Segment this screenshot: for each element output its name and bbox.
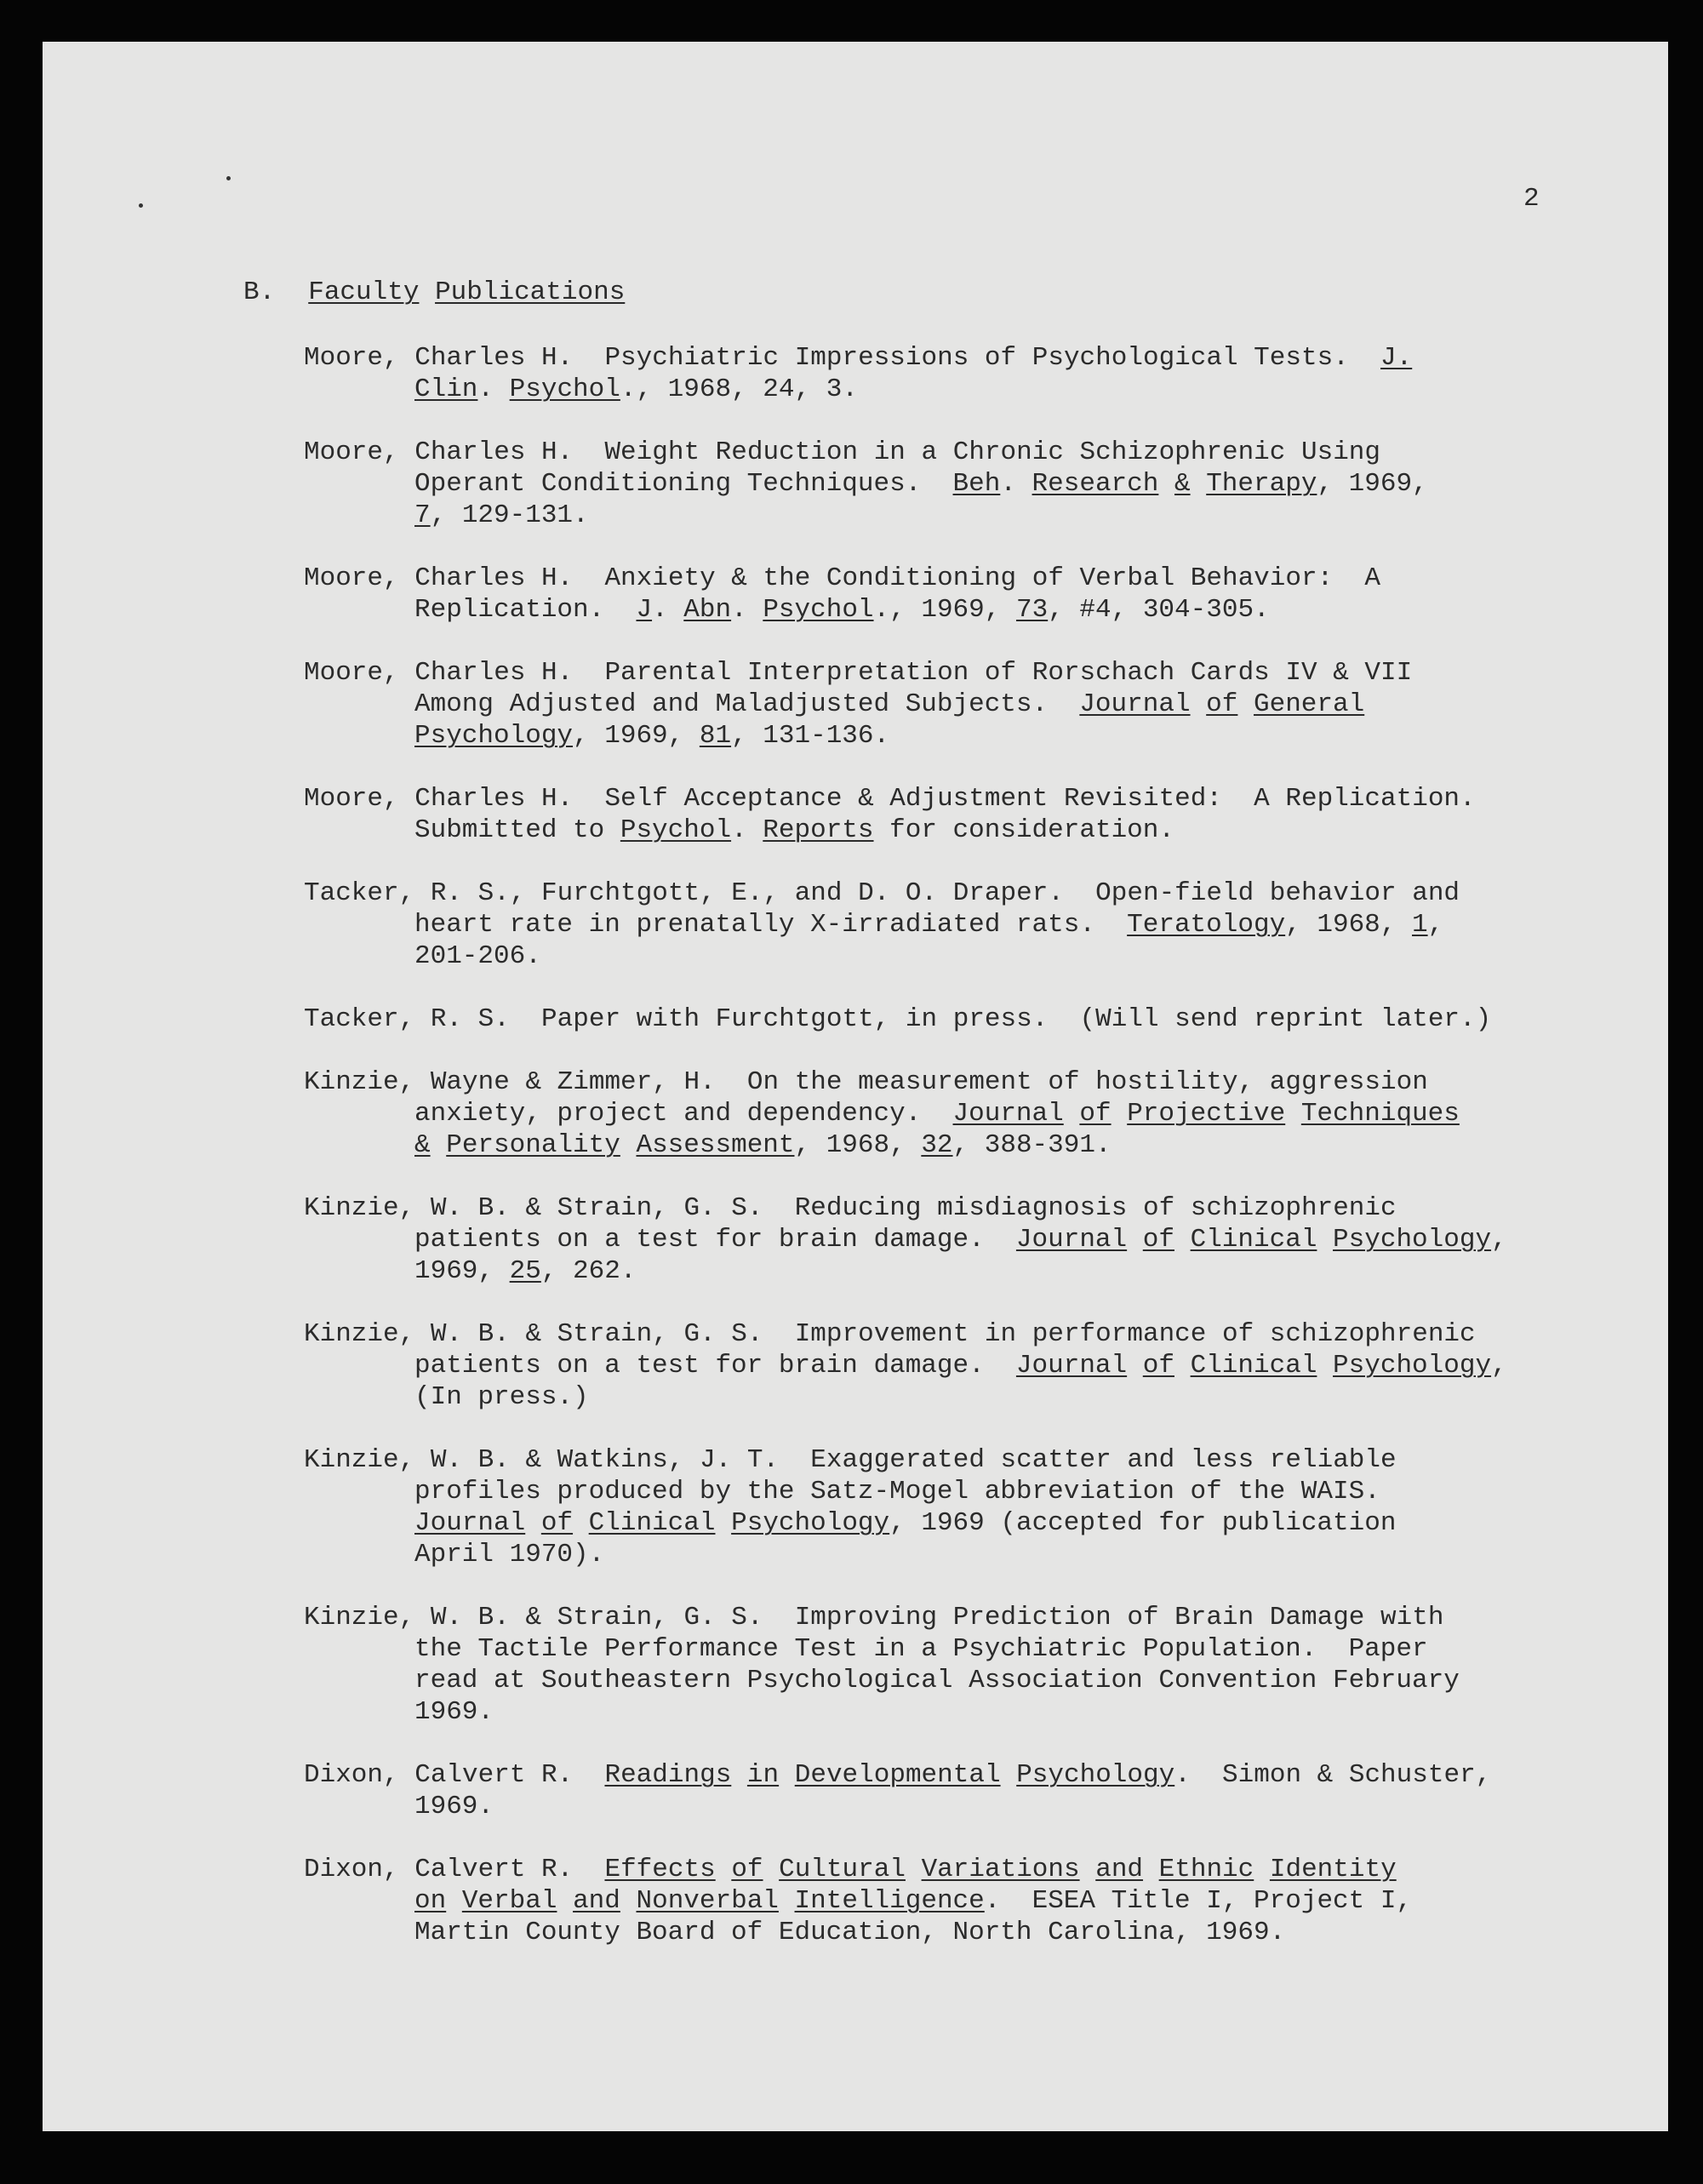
underlined-citation-text: 32 bbox=[921, 1130, 953, 1160]
citation-text: Kinzie, W. B. & Strain, G. S. Improvement in performance of schizophrenic bbox=[304, 1319, 1476, 1349]
citation-text: . bbox=[652, 595, 684, 625]
underlined-citation-text: & bbox=[1174, 469, 1191, 499]
citation-text: , 129-131. bbox=[430, 500, 589, 530]
underlined-citation-text: Psychology bbox=[731, 1508, 890, 1538]
citation-text: , 131-136. bbox=[731, 721, 890, 751]
entry-line bbox=[304, 1602, 1632, 1633]
underlined-citation-text: 73 bbox=[1015, 595, 1049, 625]
underlined-citation-text: Reports bbox=[763, 815, 874, 845]
underlined-citation-text: Clinical bbox=[1190, 1351, 1317, 1381]
citation-text: , bbox=[1491, 1225, 1507, 1255]
citation-text: , #4, 304-305. bbox=[1048, 595, 1270, 625]
citation-text bbox=[1174, 1351, 1191, 1381]
entry-line bbox=[304, 1885, 1632, 1917]
underlined-citation-text: and bbox=[1095, 1855, 1144, 1884]
underlined-citation-text: Identity bbox=[1269, 1855, 1397, 1884]
citation-text: Tacker, R. S. Paper with Furchtgott, in press. (Will send reprint later.) bbox=[304, 1004, 1492, 1034]
entry-line bbox=[304, 1003, 1632, 1035]
entry-line bbox=[304, 1917, 1632, 1948]
publication-entry bbox=[304, 783, 1632, 846]
underlined-citation-text: of bbox=[1206, 689, 1238, 719]
underlined-citation-text: Techniques bbox=[1300, 1099, 1460, 1129]
underlined-citation-text: of bbox=[540, 1508, 574, 1538]
publication-entry bbox=[304, 1318, 1632, 1413]
citation-text: heart rate in prenatally X-irradiated rats. bbox=[414, 910, 1128, 940]
citation-text: Kinzie, Wayne & Zimmer, H. On the measurement of hostility, aggression bbox=[304, 1067, 1428, 1097]
citation-text: Moore, Charles H. Weight Reduction in a Chronic Schizophrenic Using bbox=[304, 437, 1381, 467]
citation-text bbox=[1064, 1099, 1080, 1129]
underlined-citation-text: Variations bbox=[921, 1855, 1080, 1884]
entry-line bbox=[304, 1129, 1632, 1161]
underlined-citation-text: Cultural bbox=[779, 1855, 906, 1884]
underlined-citation-text: Projective bbox=[1127, 1099, 1286, 1129]
entry-line bbox=[304, 1318, 1632, 1350]
underlined-citation-text: 81 bbox=[699, 721, 732, 751]
citation-text bbox=[1143, 1855, 1159, 1884]
underlined-citation-text: Clin bbox=[414, 374, 478, 404]
underlined-citation-text: Research bbox=[1032, 469, 1159, 499]
publication-entry bbox=[304, 1854, 1632, 1948]
section-title-word: Faculty bbox=[308, 277, 420, 307]
citation-text bbox=[763, 1855, 780, 1884]
underlined-citation-text: Psychol bbox=[763, 595, 874, 625]
underlined-citation-text: Personality bbox=[446, 1130, 620, 1160]
citation-text bbox=[1001, 1760, 1017, 1790]
citation-text: , 388-391. bbox=[952, 1130, 1112, 1160]
underlined-citation-text: J bbox=[636, 595, 653, 625]
citation-text: patients on a test for brain damage. bbox=[414, 1351, 1016, 1381]
underlined-citation-text: Intelligence bbox=[794, 1886, 985, 1916]
publication-list bbox=[304, 342, 1632, 1980]
citation-text: . bbox=[477, 374, 510, 404]
entry-line bbox=[304, 657, 1632, 689]
entry-line bbox=[304, 1255, 1632, 1287]
citation-text: Among Adjusted and Maladjusted Subjects. bbox=[414, 689, 1080, 719]
underlined-citation-text: Effects bbox=[604, 1855, 716, 1884]
citation-text bbox=[1127, 1225, 1143, 1255]
citation-text bbox=[1285, 1099, 1301, 1129]
citation-text: , 1969, bbox=[1317, 469, 1428, 499]
citation-text bbox=[1317, 1225, 1333, 1255]
citation-text: April 1970). bbox=[414, 1540, 605, 1569]
entry-line bbox=[304, 1633, 1632, 1665]
citation-text: ., 1968, 24, 3. bbox=[620, 374, 858, 404]
citation-text: , bbox=[1491, 1351, 1507, 1381]
citation-text: . bbox=[731, 595, 763, 625]
citation-text: , 1969, bbox=[573, 721, 700, 751]
entry-line bbox=[304, 720, 1632, 752]
citation-text: Tacker, R. S., Furchtgott, E., and D. O. Draper. Open-field behavior and bbox=[304, 878, 1460, 908]
citation-text bbox=[731, 1760, 747, 1790]
underlined-citation-text: Psychology bbox=[1016, 1760, 1175, 1790]
entry-line bbox=[304, 500, 1632, 531]
citation-text: ., 1969, bbox=[873, 595, 1016, 625]
citation-text bbox=[779, 1760, 795, 1790]
publication-entry bbox=[304, 342, 1632, 405]
underlined-citation-text: Abn bbox=[683, 595, 732, 625]
underlined-citation-text: Developmental bbox=[794, 1760, 1001, 1790]
entry-line bbox=[304, 940, 1632, 972]
entry-line bbox=[304, 878, 1632, 909]
citation-text bbox=[1112, 1099, 1128, 1129]
citation-text: (In press.) bbox=[414, 1382, 589, 1412]
publication-entry bbox=[304, 1066, 1632, 1161]
underlined-citation-text: & bbox=[414, 1130, 431, 1160]
citation-text: , 1968, bbox=[794, 1130, 922, 1160]
underlined-citation-text: General bbox=[1254, 689, 1365, 719]
publication-entry bbox=[304, 1003, 1632, 1035]
citation-text: , 262. bbox=[540, 1256, 637, 1286]
citation-text: 1969, bbox=[414, 1256, 510, 1286]
underlined-citation-text: Verbal bbox=[461, 1886, 557, 1916]
section-label: B. bbox=[243, 277, 276, 307]
citation-text: for consideration. bbox=[873, 815, 1174, 845]
entry-line bbox=[304, 1507, 1632, 1539]
entry-line bbox=[304, 783, 1632, 815]
underlined-citation-text: J. bbox=[1380, 343, 1413, 373]
speck-mark bbox=[226, 176, 231, 180]
underlined-citation-text: and bbox=[573, 1886, 620, 1916]
citation-text: , bbox=[1427, 910, 1444, 940]
underlined-citation-text: 25 bbox=[509, 1256, 541, 1286]
citation-text bbox=[1317, 1351, 1333, 1381]
underlined-citation-text: Teratology bbox=[1127, 910, 1286, 940]
citation-text: 1969. bbox=[414, 1792, 494, 1821]
entry-line bbox=[304, 1539, 1632, 1570]
underlined-citation-text: Psychology bbox=[414, 721, 574, 751]
underlined-citation-text: Readings bbox=[604, 1760, 732, 1790]
underlined-citation-text: Beh bbox=[952, 469, 1001, 499]
entry-line bbox=[304, 1854, 1632, 1885]
citation-text bbox=[906, 1855, 922, 1884]
citation-text: . ESEA Title I, Project I, bbox=[984, 1886, 1413, 1916]
entry-line bbox=[304, 909, 1632, 940]
publication-entry bbox=[304, 1602, 1632, 1728]
publication-entry bbox=[304, 1759, 1632, 1822]
citation-text bbox=[716, 1855, 732, 1884]
entry-line bbox=[304, 468, 1632, 500]
underlined-citation-text: of bbox=[1142, 1225, 1174, 1255]
citation-text: read at Southeastern Psychological Association Convention February bbox=[414, 1666, 1460, 1695]
entry-line bbox=[304, 1066, 1632, 1098]
citation-text: 201-206. bbox=[414, 941, 541, 971]
citation-text: Dixon, Calvert R. bbox=[304, 1855, 605, 1884]
underlined-citation-text: of bbox=[1079, 1099, 1112, 1129]
speck-mark bbox=[139, 203, 143, 208]
entry-line bbox=[304, 1381, 1632, 1413]
underlined-citation-text: Journal bbox=[952, 1099, 1064, 1129]
underlined-citation-text: in bbox=[746, 1760, 780, 1790]
underlined-citation-text: 7 bbox=[414, 500, 431, 530]
citation-text: Replication. bbox=[414, 595, 637, 625]
publication-entry bbox=[304, 563, 1632, 626]
entry-line bbox=[304, 1791, 1632, 1822]
underlined-citation-text: Psychology bbox=[1333, 1351, 1492, 1381]
underlined-citation-text: Nonverbal bbox=[636, 1886, 779, 1916]
citation-text: Moore, Charles H. Parental Interpretation of Rorschach Cards IV & VII bbox=[304, 658, 1413, 688]
citation-text: Moore, Charles H. Psychiatric Impressions of Psychological Tests. bbox=[304, 343, 1381, 373]
citation-text bbox=[557, 1886, 573, 1916]
underlined-citation-text: Clinical bbox=[588, 1508, 716, 1538]
citation-text bbox=[525, 1508, 541, 1538]
citation-text bbox=[1254, 1855, 1270, 1884]
publication-entry bbox=[304, 878, 1632, 972]
entry-line bbox=[304, 1224, 1632, 1255]
page-number: 2 bbox=[1523, 184, 1540, 214]
entry-line bbox=[304, 374, 1632, 405]
citation-text bbox=[1191, 469, 1207, 499]
citation-text bbox=[1191, 689, 1207, 719]
underlined-citation-text: Journal bbox=[1079, 689, 1191, 719]
underlined-citation-text: 1 bbox=[1412, 910, 1428, 940]
entry-line bbox=[304, 1444, 1632, 1476]
underlined-citation-text: Psychol bbox=[509, 374, 620, 404]
citation-text: 1969. bbox=[414, 1697, 494, 1727]
publication-entry bbox=[304, 1192, 1632, 1287]
underlined-citation-text: Assessment bbox=[636, 1130, 795, 1160]
citation-text: patients on a test for brain damage. bbox=[414, 1225, 1016, 1255]
entry-line bbox=[304, 594, 1632, 626]
citation-text: Operant Conditioning Techniques. bbox=[414, 469, 953, 499]
citation-text bbox=[573, 1508, 589, 1538]
entry-line bbox=[304, 1098, 1632, 1129]
entry-line bbox=[304, 342, 1632, 374]
entry-line bbox=[304, 1759, 1632, 1791]
citation-text bbox=[1237, 689, 1254, 719]
underlined-citation-text: Clinical bbox=[1190, 1225, 1317, 1255]
entry-line bbox=[304, 689, 1632, 720]
citation-text: Moore, Charles H. Anxiety & the Conditioning of Verbal Behavior: A bbox=[304, 563, 1381, 593]
underlined-citation-text: of bbox=[1142, 1351, 1174, 1381]
citation-text: . bbox=[731, 815, 763, 845]
entry-line bbox=[304, 1696, 1632, 1728]
citation-text: Martin County Board of Education, North Carolina, 1969. bbox=[414, 1918, 1286, 1947]
section-heading bbox=[243, 277, 625, 308]
underlined-citation-text: Ethnic bbox=[1158, 1855, 1254, 1884]
citation-text: Submitted to bbox=[414, 815, 620, 845]
publication-entry bbox=[304, 657, 1632, 752]
underlined-citation-text: on bbox=[414, 1886, 447, 1916]
underlined-citation-text: Journal bbox=[1015, 1351, 1128, 1381]
entry-line bbox=[304, 1476, 1632, 1507]
underlined-citation-text: Psychol bbox=[620, 815, 732, 845]
entry-line bbox=[304, 815, 1632, 846]
citation-text: the Tactile Performance Test in a Psychiatric Population. Paper bbox=[414, 1634, 1428, 1664]
citation-text: anxiety, project and dependency. bbox=[414, 1099, 953, 1129]
entry-line bbox=[304, 1192, 1632, 1224]
citation-text: profiles produced by the Satz-Mogel abbreviation of the WAIS. bbox=[414, 1477, 1380, 1507]
entry-line bbox=[304, 1665, 1632, 1696]
entry-line bbox=[304, 1350, 1632, 1381]
citation-text: . Simon & Schuster, bbox=[1174, 1760, 1492, 1790]
citation-text: , 1969 (accepted for publication bbox=[889, 1508, 1397, 1538]
citation-text: Kinzie, W. B. & Watkins, J. T. Exaggerated scatter and less reliable bbox=[304, 1445, 1397, 1475]
underlined-citation-text: Therapy bbox=[1206, 469, 1317, 499]
underlined-citation-text: Journal bbox=[414, 1508, 526, 1538]
citation-text: . bbox=[1000, 469, 1032, 499]
entry-line bbox=[304, 437, 1632, 468]
document-page bbox=[43, 42, 1668, 2131]
section-title-word: Publications bbox=[435, 277, 626, 307]
citation-text bbox=[431, 1130, 447, 1160]
citation-text bbox=[620, 1130, 637, 1160]
publication-entry bbox=[304, 437, 1632, 531]
citation-text bbox=[1127, 1351, 1143, 1381]
underlined-citation-text: of bbox=[731, 1855, 763, 1884]
entry-line bbox=[304, 563, 1632, 594]
citation-text bbox=[1174, 1225, 1191, 1255]
citation-text bbox=[1080, 1855, 1096, 1884]
underlined-citation-text: Journal bbox=[1015, 1225, 1128, 1255]
citation-text: Kinzie, W. B. & Strain, G. S. Improving Prediction of Brain Damage with bbox=[304, 1603, 1444, 1632]
citation-text: Dixon, Calvert R. bbox=[304, 1760, 605, 1790]
underlined-citation-text: Psychology bbox=[1333, 1225, 1492, 1255]
citation-text bbox=[779, 1886, 795, 1916]
citation-text bbox=[716, 1508, 732, 1538]
citation-text bbox=[1158, 469, 1174, 499]
citation-text: Kinzie, W. B. & Strain, G. S. Reducing misdiagnosis of schizophrenic bbox=[304, 1193, 1397, 1223]
citation-text bbox=[620, 1886, 637, 1916]
publication-entry bbox=[304, 1444, 1632, 1570]
citation-text bbox=[446, 1886, 462, 1916]
citation-text: , 1968, bbox=[1285, 910, 1412, 940]
citation-text: Moore, Charles H. Self Acceptance & Adjustment Revisited: A Replication. bbox=[304, 784, 1476, 814]
